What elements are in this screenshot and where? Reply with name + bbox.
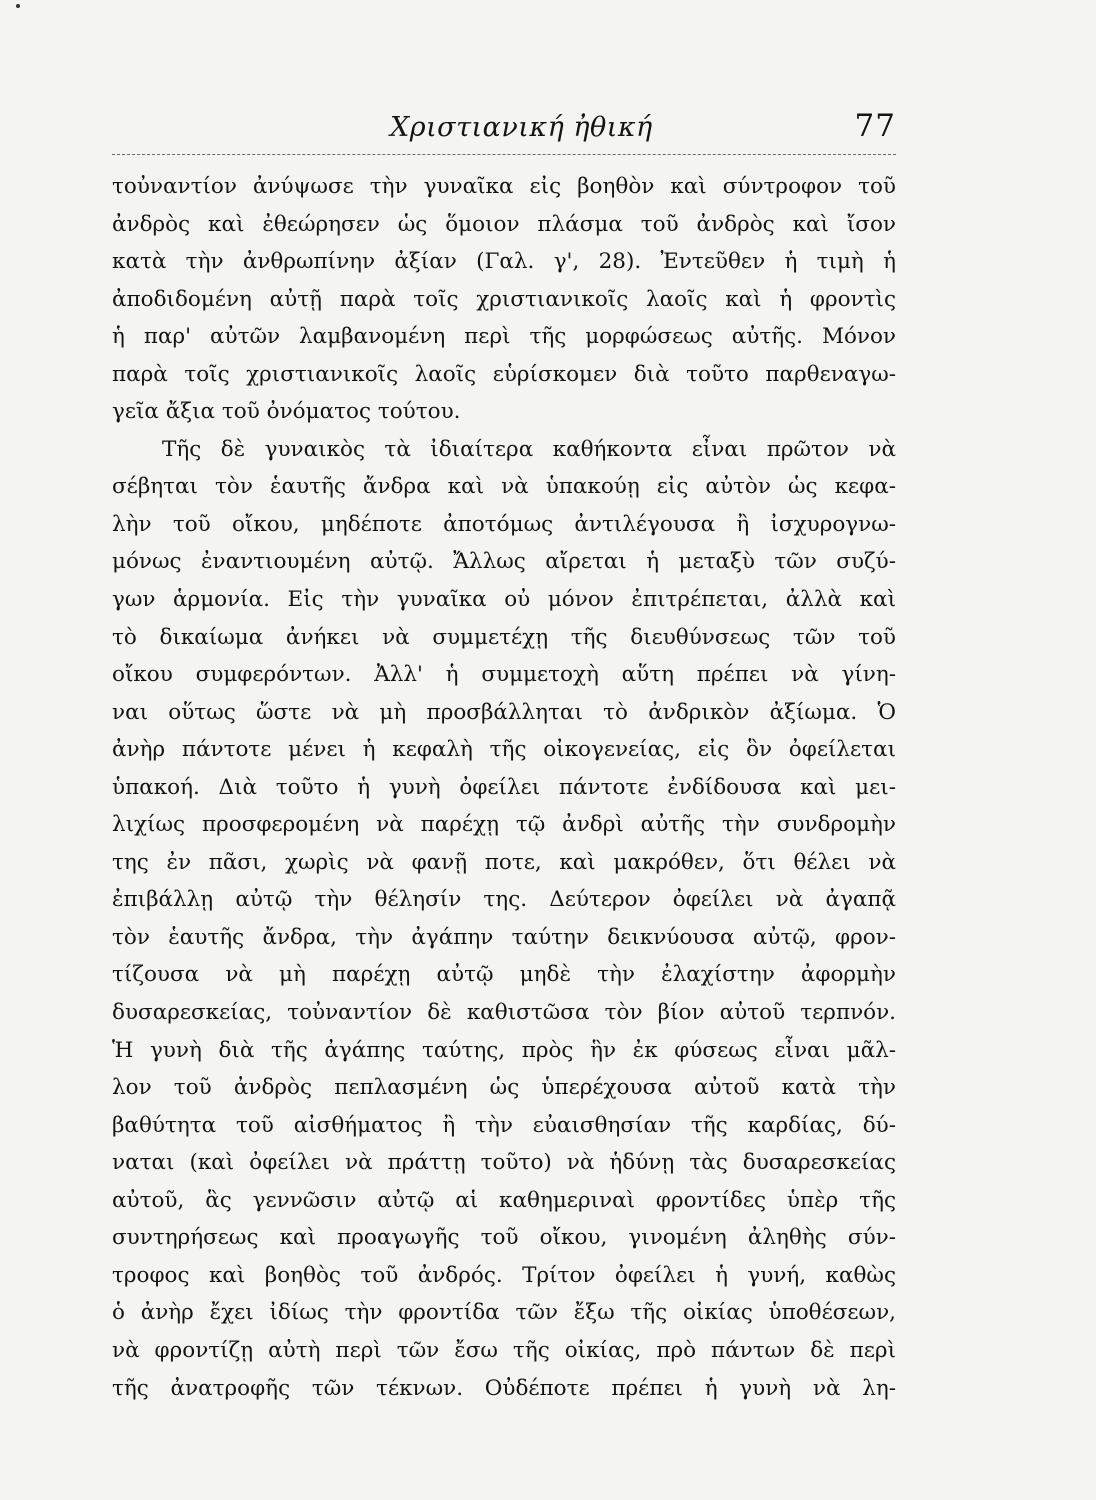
text-line: τροφος καὶ βοηθὸς τοῦ ἀνδρός. Τρίτον ὀφείλει ἡ γυνή, καθὼς xyxy=(112,1262,896,1288)
text-line: ἀνὴρ πάντοτε μένει ἡ κεφαλὴ τῆς οἰκογενείας, εἰς ὃν ὀφείλεται xyxy=(112,737,896,763)
page-number: 77 xyxy=(854,108,896,144)
text-line: ναται (καὶ ὀφείλει νὰ πράττῃ τοῦτο) νὰ ἡδύνῃ τὰς δυσαρεσκείας xyxy=(112,1150,896,1176)
text-line: οἴκου συμφερόντων. Ἀλλ' ἡ συμμετοχὴ αὕτη πρέπει νὰ γίνη- xyxy=(112,662,896,688)
text-line: αὐτοῦ, ἃς γεννῶσιν αὐτῷ αἱ καθημεριναὶ φροντίδες ὑπὲρ τῆς xyxy=(112,1187,896,1213)
text-line: λον τοῦ ἀνδρὸς πεπλασμένη ὡς ὑπερέχουσα αὐτοῦ κατὰ τὴν xyxy=(112,1075,896,1101)
text-line: συντηρήσεως καὶ προαγωγῆς τοῦ οἴκου, γινομένη ἀληθὴς σύν- xyxy=(112,1225,896,1251)
text-line: τοὐναντίον ἀνύψωσε τὴν γυναῖκα εἰς βοηθὸν καὶ σύντροφον τοῦ xyxy=(112,174,896,199)
text-line: τῆς ἀνατροφῆς τῶν τέκνων. Οὐδέποτε πρέπει ἡ γυνὴ νὰ λη- xyxy=(112,1375,896,1401)
corner-speck xyxy=(16,4,20,8)
text-line: γεῖα ἄξια τοῦ ὀνόματος τούτου. xyxy=(112,399,461,425)
text-line: βαθύτητα τοῦ αἰσθήματος ἢ τὴν εὐαισθησίαν τῆς καρδίας, δύ- xyxy=(112,1112,896,1138)
text-line: ἐπιβάλλῃ αὐτῷ τὴν θέλησίν της. Δεύτερον ὀφείλει νὰ ἀγαπᾷ xyxy=(112,887,896,913)
text-line: τὸν ἑαυτῆς ἄνδρα, τὴν ἀγάπην ταύτην δεικνύουσα αὐτῷ, φρον- xyxy=(112,924,896,950)
text-line: νὰ φροντίζῃ αὐτὴ περὶ τῶν ἔσω τῆς οἰκίας, πρὸ πάντων δὲ περὶ xyxy=(112,1337,896,1363)
text-line: κατὰ τὴν ἀνθρωπίνην ἀξίαν (Γαλ. γ', 28). Ἐντεῦθεν ἡ τιμὴ ἡ xyxy=(112,249,896,275)
text-line: ναι οὕτως ὥστε νὰ μὴ προσβάλληται τὸ ἀνδρικὸν ἀξίωμα. Ὁ xyxy=(112,699,896,725)
text-line: ἡ παρ' αὐτῶν λαμβανομένη περὶ τῆς μορφώσεως αὐτῆς. Μόνον xyxy=(112,324,896,350)
text-line: ἀνδρὸς καὶ ἐθεώρησεν ὡς ὅμοιον πλάσμα τοῦ ἀνδρὸς καὶ ἴσον xyxy=(112,211,896,237)
text-line: λιχίως προσφερομένη νὰ παρέχῃ τῷ ἀνδρὶ αὐτῆς τὴν συνδρομὴν xyxy=(112,812,896,838)
text-line: ὁ ἀνὴρ ἔχει ἰδίως τὴν φροντίδα τῶν ἔξω τῆς οἰκίας ὑποθέσεων, xyxy=(112,1300,896,1326)
running-head xyxy=(112,108,896,148)
text-line: λὴν τοῦ οἴκου, μηδέποτε ἀποτόμως ἀντιλέγουσα ἢ ἰσχυρογνω- xyxy=(112,511,896,537)
text-line: ὑπακοή. Διὰ τοῦτο ἡ γυνὴ ὀφείλει πάντοτε ἐνδίδουσα καὶ μει- xyxy=(112,774,896,800)
text-line: ἀποδιδομένη αὐτῇ παρὰ τοῖς χριστιανικοῖς λαοῖς καὶ ἡ φροντὶς xyxy=(112,286,896,312)
text-line: γων ἁρμονία. Εἰς τὴν γυναῖκα οὐ μόνον ἐπιτρέπεται, ἀλλὰ καὶ xyxy=(112,587,896,613)
body-text xyxy=(112,168,896,1407)
text-line: παρὰ τοῖς χριστιανικοῖς λαοῖς εὑρίσκομεν διὰ τοῦτο παρθεναγω- xyxy=(112,361,896,387)
header-rule xyxy=(112,154,896,155)
text-line: δυσαρεσκείας, τοὐναντίον δὲ καθιστῶσα τὸν βίον αὐτοῦ τερπνόν. xyxy=(112,1000,896,1026)
text-line: σέβηται τὸν ἑαυτῆς ἄνδρα καὶ νὰ ὑπακούῃ εἰς αὐτὸν ὡς κεφα- xyxy=(112,474,896,500)
text-line: τὸ δικαίωμα ἀνήκει νὰ συμμετέχῃ τῆς διευθύνσεως τῶν τοῦ xyxy=(112,624,896,650)
text-line: τίζουσα νὰ μὴ παρέχῃ αὐτῷ μηδὲ τὴν ἐλαχίστην ἀφορμὴν xyxy=(112,962,896,988)
text-line: Ἡ γυνὴ διὰ τῆς ἀγάπης ταύτης, πρὸς ἣν ἐκ φύσεως εἶναι μᾶλ- xyxy=(112,1037,896,1063)
paragraph-start-line: Τῆς δὲ γυναικὸς τὰ ἰδιαίτερα καθήκοντα εἶναι πρῶτον νὰ xyxy=(162,436,896,462)
running-title: Χριστιανική ἠθική xyxy=(390,112,653,143)
text-line: μόνως ἐναντιουμένη αὐτῷ. Ἄλλως αἴρεται ἡ μεταξὺ τῶν συζύ- xyxy=(112,549,896,575)
text-line: της ἐν πᾶσι, χωρὶς νὰ φανῇ ποτε, καὶ μακρόθεν, ὅτι θέλει νὰ xyxy=(112,849,896,875)
